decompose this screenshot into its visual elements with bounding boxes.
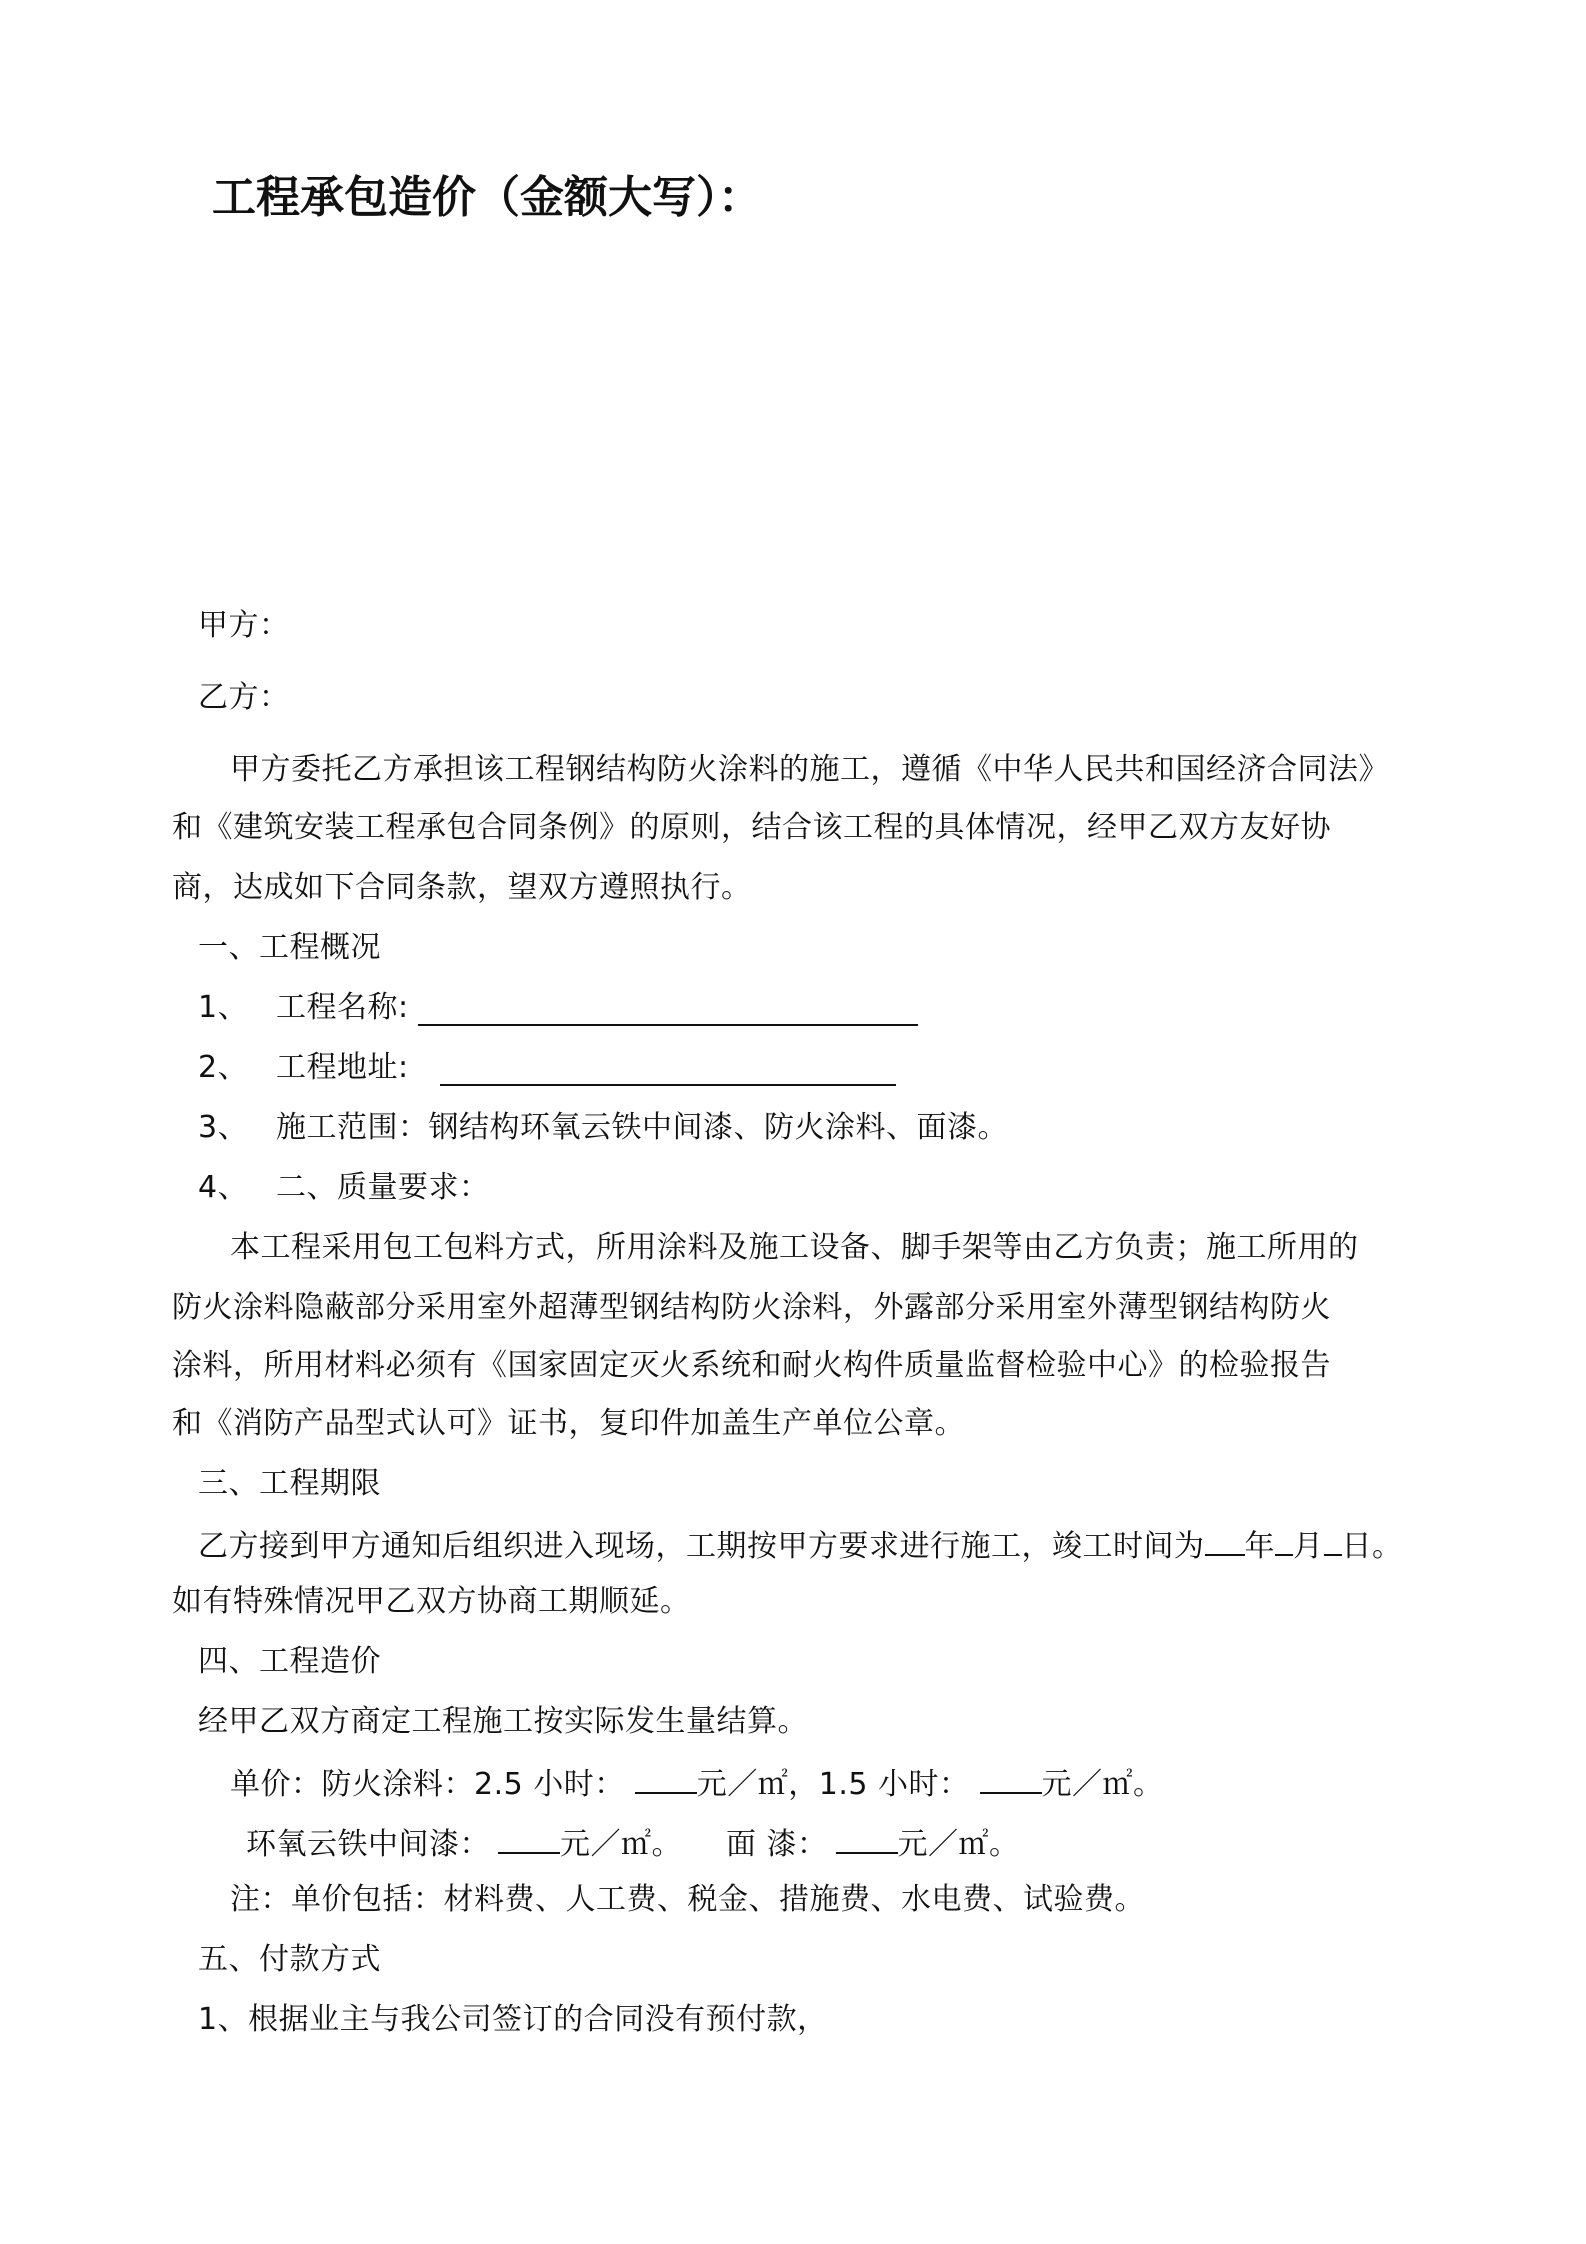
project-name-label: 工程名称:	[276, 990, 409, 1025]
epoxy-paint-label: 环氧云铁中间漆：	[246, 1827, 490, 1862]
item-1-number: 1、	[198, 990, 249, 1025]
project-address-blank	[440, 1054, 896, 1086]
year-blank	[1205, 1524, 1245, 1556]
item-4-number: 4、	[198, 1170, 249, 1205]
payment-line-1: 1、根据业主与我公司签订的合同没有预付款，	[198, 2002, 828, 2037]
price-note: 注：单价包括：材料费、人工费、税金、措施费、水电费、试验费。	[230, 1882, 1145, 1917]
fireproof-2-5h-price-blank	[635, 1762, 697, 1794]
topcoat-price-blank	[836, 1822, 898, 1854]
month-label: 月	[1293, 1529, 1324, 1564]
fireproof-2-5h-label: 单价：防火涂料：2.5 小时：	[230, 1767, 625, 1802]
schedule-text: 乙方接到甲方通知后组织进入现场，工期按甲方要求进行施工，竣工时间为	[198, 1529, 1205, 1564]
intro-line-1: 甲方委托乙方承担该工程钢结构防火涂料的施工，遵循《中华人民共和国经济合同法》	[230, 752, 1389, 787]
party-a-label: 甲方：	[198, 608, 290, 643]
intro-line-2: 和《建筑安装工程承包合同条例》的原则，结合该工程的具体情况，经甲乙双方友好协	[172, 810, 1331, 845]
quality-line-4: 和《消防产品型式认可》证书，复印件加盖生产单位公章。	[172, 1406, 965, 1441]
item-2-number: 2、	[198, 1050, 249, 1085]
price-unit-1: 元／㎡。	[1041, 1767, 1164, 1802]
project-address-label: 工程地址:	[276, 1050, 409, 1085]
schedule-line-2: 如有特殊情况甲乙双方协商工期顺延。	[172, 1584, 691, 1619]
day-blank	[1324, 1524, 1342, 1556]
construction-scope: 施工范围：钢结构环氧云铁中间漆、防火涂料、面漆。	[276, 1110, 1008, 1145]
section-4-heading: 四、工程造价	[198, 1644, 381, 1679]
quality-line-2: 防火涂料隐蔽部分采用室外超薄型钢结构防火涂料，外露部分采用室外薄型钢结构防火	[172, 1290, 1331, 1325]
settlement-line: 经甲乙双方商定工程施工按实际发生量结算。	[198, 1704, 808, 1739]
epoxy-price-unit: 元／㎡。	[560, 1827, 682, 1862]
day-label: 日。	[1341, 1529, 1403, 1564]
epoxy-price-blank	[498, 1822, 560, 1854]
month-blank	[1275, 1524, 1293, 1556]
section-5-heading: 五、付款方式	[198, 1942, 381, 1977]
schedule-line-1	[198, 1524, 1403, 1567]
year-label: 年	[1244, 1529, 1275, 1564]
unit-price-line-2	[246, 1822, 1020, 1865]
topcoat-label: 面 漆：	[726, 1827, 828, 1862]
project-name-blank	[418, 994, 918, 1026]
fireproof-1-5h-price-blank	[980, 1762, 1042, 1794]
quality-line-1: 本工程采用包工包料方式，所用涂料及施工设备、脚手架等由乙方负责；施工所用的	[230, 1230, 1359, 1265]
topcoat-price-unit: 元／㎡。	[897, 1827, 1020, 1862]
unit-price-line-1	[230, 1762, 1164, 1805]
item-3-number: 3、	[198, 1110, 249, 1145]
section-3-heading: 三、工程期限	[198, 1466, 381, 1501]
section-2-heading: 二、质量要求：	[276, 1170, 490, 1205]
fireproof-1-5h-label: 元／㎡，1.5 小时：	[696, 1767, 970, 1802]
section-1-heading: 一、工程概况	[198, 930, 381, 965]
party-b-label: 乙方：	[198, 680, 290, 715]
quality-line-3: 涂料，所用材料必须有《国家固定灭火系统和耐火构件质量监督检验中心》的检验报告	[172, 1348, 1331, 1383]
page-title: 工程承包造价（金额大写）：	[212, 172, 762, 223]
intro-line-3: 商，达成如下合同条款，望双方遵照执行。	[172, 870, 752, 905]
